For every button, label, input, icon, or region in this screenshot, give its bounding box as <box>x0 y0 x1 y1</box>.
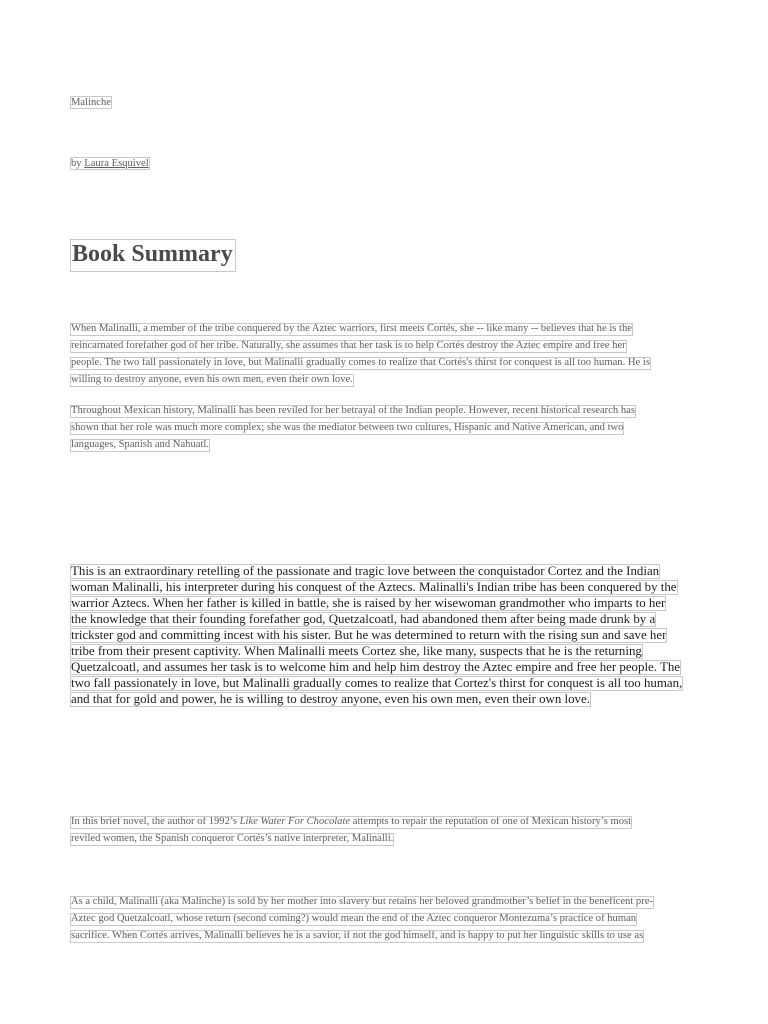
p4-text-after: attempts to repair the reputation of one of Mexican history’s most <box>350 816 632 827</box>
paragraph-3-line: tribe from their present captivity. When Malinalli meets Cortez she, like many, suspects that he is the returning <box>71 644 642 658</box>
paragraph-4-line: reviled women, the Spanish conqueror Cortés’s native interpreter, Malinalli. <box>71 833 394 844</box>
paragraph-1-line: willing to destroy anyone, even his own men, even their own love. <box>71 374 353 385</box>
paragraph-3-line: This is an extraordinary retelling of the passionate and tragic love between the conquistador Cortez and the Indian <box>71 564 660 578</box>
paragraph-5-line: Aztec god Quetzalcoatl, whose return (second coming?) would mean the end of the Aztec conqueror Montezuma’s practice of human <box>71 913 637 924</box>
paragraph-2-line: shown that her role was much more complex; she was the mediator between two cultures, Hispanic and Native American, and two <box>71 422 624 433</box>
p4-text-before: In this brief novel, the author of 1992’s <box>71 816 240 827</box>
paragraph-2-line: languages, Spanish and Nahuatl. <box>71 439 209 450</box>
paragraph-3-line: Quetzalcoatl, and assumes her task is to welcome him and help him destroy the Aztec empire and free her people. The <box>71 660 680 674</box>
paragraph-4-line <box>71 817 631 828</box>
byline <box>71 158 149 169</box>
paragraph-2-line: Throughout Mexican history, Malinalli has been reviled for her betrayal of the Indian people. However, recent historical research has <box>71 405 635 416</box>
paragraph-3-line: two fall passionately in love, but Malinalli gradually comes to realize that Cortez's thirst for conquest is all too human, <box>71 676 683 690</box>
byline-prefix: by <box>71 158 85 169</box>
paragraph-1-line: reincarnated forefather god of her tribe. Naturally, she assumes that her task is to help Cortés destroy the Aztec empire and free her <box>71 340 626 351</box>
author-link[interactable]: Laura Esquivel <box>84 158 149 169</box>
book-summary-heading: Book Summary <box>71 240 235 271</box>
paragraph-1-line: people. The two fall passionately in love, but Malinalli gradually comes to realize that Cortés's thirst for conquest is all too human. He is <box>71 357 650 368</box>
paragraph-3-line: warrior Aztecs. When her father is killed in battle, she is raised by her wisewoman grandmother who imparts to her <box>71 596 666 610</box>
book-title-italic: Like Water For Chocolate <box>239 816 351 827</box>
paragraph-3-line: trickster god and committing incest with his sister. But he was determined to return with the rising sun and save her <box>71 628 667 642</box>
paragraph-5-line: As a child, Malinalli (aka Malinche) is sold by her mother into slavery but retains her beloved grandmother’s belief in the beneficent pre- <box>71 896 653 907</box>
paragraph-1-line: When Malinalli, a member of the tribe conquered by the Aztec warriors, first meets Cortés, she -- like many -- believes that he is the <box>71 323 632 334</box>
paragraph-3-line: the knowledge that their founding forefather god, Quetzalcoatl, had abandoned them after being made drunk by a <box>71 612 656 626</box>
document-title: Malinche <box>71 97 112 108</box>
paragraph-5-line: sacrifice. When Cortés arrives, Malinalli believes he is a savior, if not the god himself, and is happy to put her linguistic skills to use as <box>71 930 644 941</box>
paragraph-3-line: woman Malinalli, his interpreter during his conquest of the Aztecs. Malinalli's Indian tribe has been conquered by the <box>71 580 677 594</box>
paragraph-3-line: and that for gold and power, he is willing to destroy anyone, even his own men, even their own love. <box>71 692 590 706</box>
